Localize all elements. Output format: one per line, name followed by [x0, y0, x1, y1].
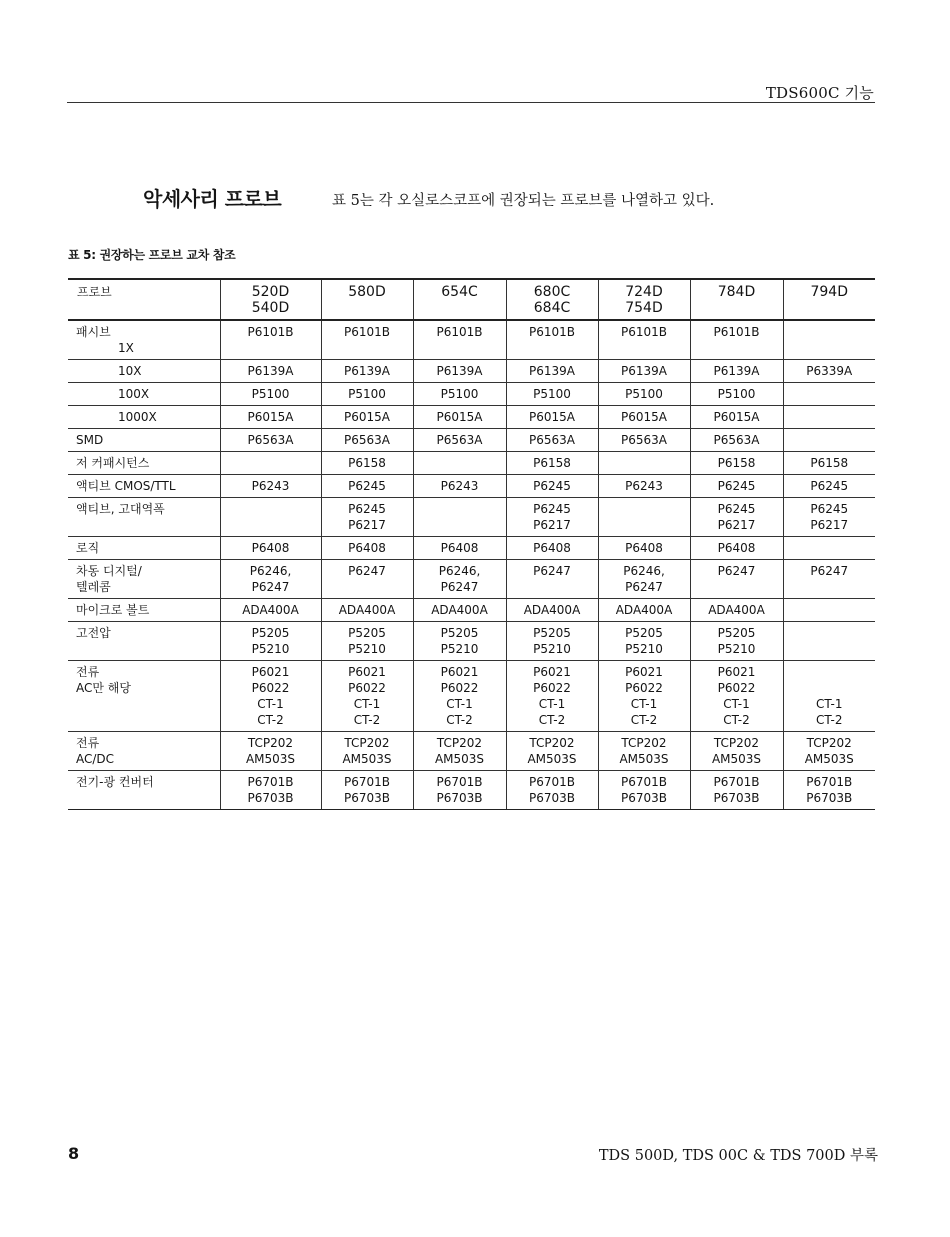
- probe-model-cell: P5205 P5210: [690, 622, 783, 661]
- probe-type-cell: [68, 560, 220, 599]
- probe-model-cell: P6408: [413, 537, 506, 560]
- probe-model-cell: P6247: [783, 560, 875, 599]
- probe-model-cell: P6101B: [690, 320, 783, 360]
- table-row: [68, 320, 875, 360]
- probe-model-cell: ADA400A: [321, 599, 413, 622]
- probe-model-cell: P6247: [690, 560, 783, 599]
- probe-type-cell: [68, 599, 220, 622]
- probe-model-cell: P6021 P6022 CT-1 CT-2: [690, 661, 783, 732]
- probe-model-cell: P6247: [321, 560, 413, 599]
- probe-model-cell: P6015A: [220, 406, 321, 429]
- probe-model-cell: TCP202 AM503S: [220, 732, 321, 771]
- probe-model-cell: P5205 P5210: [220, 622, 321, 661]
- probe-model-cell: [783, 537, 875, 560]
- probe-model-cell: [783, 622, 875, 661]
- probe-model-cell: P6408: [220, 537, 321, 560]
- probe-model-cell: P6247: [506, 560, 598, 599]
- probe-model-cell: P6701B P6703B: [413, 771, 506, 810]
- column-header-model: 724D 754D: [598, 279, 690, 320]
- probe-model-cell: P6339A: [783, 360, 875, 383]
- table-row: [68, 622, 875, 661]
- probe-model-cell: P6243: [220, 475, 321, 498]
- probe-model-cell: P6245: [506, 475, 598, 498]
- table-row: [68, 452, 875, 475]
- probe-model-cell: [783, 406, 875, 429]
- table-row: [68, 383, 875, 406]
- probe-model-cell: P6245 P6217: [783, 498, 875, 537]
- probe-model-cell: P6158: [783, 452, 875, 475]
- probe-type-cell: [68, 320, 220, 360]
- probe-model-cell: [598, 452, 690, 475]
- probe-model-cell: P6701B P6703B: [783, 771, 875, 810]
- probe-model-cell: P5100: [321, 383, 413, 406]
- probe-model-cell: P6015A: [598, 406, 690, 429]
- probe-model-cell: P6563A: [220, 429, 321, 452]
- probe-model-cell: P6021 P6022 CT-1 CT-2: [220, 661, 321, 732]
- probe-model-cell: P6015A: [413, 406, 506, 429]
- probe-model-cell: P6701B P6703B: [321, 771, 413, 810]
- probe-type-label: 전기-광 컨버터: [76, 775, 154, 789]
- column-header-model: 580D: [321, 279, 413, 320]
- probe-model-cell: P6563A: [321, 429, 413, 452]
- probe-model-cell: TCP202 AM503S: [506, 732, 598, 771]
- probe-type-label: SMD: [76, 433, 104, 447]
- probe-type-cell: [68, 498, 220, 537]
- probe-type-cell: [68, 429, 220, 452]
- probe-model-cell: P6101B: [598, 320, 690, 360]
- probe-model-cell: P5205 P5210: [413, 622, 506, 661]
- probe-model-cell: P6246, P6247: [413, 560, 506, 599]
- probe-type-cell: [68, 732, 220, 771]
- probe-type-cell: [68, 661, 220, 732]
- probe-model-cell: P6701B P6703B: [690, 771, 783, 810]
- probe-model-cell: P6246, P6247: [220, 560, 321, 599]
- probe-type-cell: [68, 771, 220, 810]
- probe-model-cell: P6021 P6022 CT-1 CT-2: [598, 661, 690, 732]
- probe-model-cell: P6101B: [413, 320, 506, 360]
- probe-model-cell: P5205 P5210: [506, 622, 598, 661]
- probe-type-cell: [68, 475, 220, 498]
- probe-model-cell: P6245: [783, 475, 875, 498]
- probe-model-cell: P6245 P6217: [321, 498, 413, 537]
- probe-model-cell: ADA400A: [598, 599, 690, 622]
- probe-model-cell: P6158: [506, 452, 598, 475]
- probe-model-cell: P6245: [690, 475, 783, 498]
- probe-model-cell: P6245: [321, 475, 413, 498]
- table-row: [68, 475, 875, 498]
- probe-model-cell: P6243: [598, 475, 690, 498]
- probe-model-cell: P5100: [506, 383, 598, 406]
- probe-model-cell: TCP202 AM503S: [783, 732, 875, 771]
- column-header-model: 794D: [783, 279, 875, 320]
- probe-type-label: 전류 AC/DC: [76, 736, 115, 766]
- probe-type-label: 패시브: [76, 325, 111, 339]
- probe-model-cell: P6015A: [506, 406, 598, 429]
- probe-model-cell: [413, 498, 506, 537]
- probe-type-label: 저 커패시턴스: [76, 456, 150, 470]
- probe-model-cell: P6139A: [690, 360, 783, 383]
- probe-model-cell: CT-1 CT-2: [783, 661, 875, 732]
- probe-model-cell: P5205 P5210: [321, 622, 413, 661]
- probe-type-cell: [68, 452, 220, 475]
- probe-model-cell: P6021 P6022 CT-1 CT-2: [321, 661, 413, 732]
- probe-model-cell: P6139A: [413, 360, 506, 383]
- table-row: [68, 498, 875, 537]
- probe-type-cell: [68, 360, 220, 383]
- probe-model-cell: P6158: [321, 452, 413, 475]
- probe-model-cell: P6139A: [321, 360, 413, 383]
- probe-model-cell: [783, 383, 875, 406]
- probe-model-cell: P6245 P6217: [506, 498, 598, 537]
- probe-model-cell: P6158: [690, 452, 783, 475]
- probe-type-label: 액티브 CMOS/TTL: [76, 479, 176, 493]
- probe-attenuation-label: 100X: [118, 387, 150, 401]
- probe-model-cell: P6408: [506, 537, 598, 560]
- probe-attenuation-label: 1000X: [118, 410, 157, 424]
- intro-paragraph: 표 5는 각 오실로스코프에 권장되는 프로브를 나열하고 있다.: [332, 193, 715, 209]
- column-header-model: 680C 684C: [506, 279, 598, 320]
- probe-model-cell: P6563A: [598, 429, 690, 452]
- probe-model-cell: ADA400A: [506, 599, 598, 622]
- probe-model-cell: P6101B: [506, 320, 598, 360]
- page-number: 8: [68, 1144, 80, 1163]
- probe-model-cell: P6408: [321, 537, 413, 560]
- probe-model-cell: [783, 599, 875, 622]
- probe-model-cell: P6408: [598, 537, 690, 560]
- probe-model-cell: P5100: [598, 383, 690, 406]
- probe-model-cell: P6563A: [690, 429, 783, 452]
- probe-model-cell: P6701B P6703B: [220, 771, 321, 810]
- probe-cross-reference-table: [68, 278, 875, 810]
- running-header: TDS600C 기능: [765, 84, 874, 102]
- probe-type-label: 고전압: [76, 626, 111, 640]
- probe-model-cell: P6139A: [598, 360, 690, 383]
- probe-model-cell: P6408: [690, 537, 783, 560]
- probe-model-cell: [220, 498, 321, 537]
- probe-model-cell: P6701B P6703B: [598, 771, 690, 810]
- probe-model-cell: [783, 429, 875, 452]
- probe-model-cell: P5100: [690, 383, 783, 406]
- section-title: 악세사리 프로브: [143, 187, 282, 211]
- probe-model-cell: TCP202 AM503S: [598, 732, 690, 771]
- probe-model-cell: P6021 P6022 CT-1 CT-2: [506, 661, 598, 732]
- table-row: [68, 771, 875, 810]
- probe-model-cell: TCP202 AM503S: [321, 732, 413, 771]
- probe-type-label: 액티브, 고대역폭: [76, 502, 165, 516]
- probe-model-cell: P6101B: [220, 320, 321, 360]
- table-row: [68, 661, 875, 732]
- probe-model-cell: P6021 P6022 CT-1 CT-2: [413, 661, 506, 732]
- probe-model-cell: [413, 452, 506, 475]
- probe-model-cell: TCP202 AM503S: [413, 732, 506, 771]
- probe-model-cell: P6701B P6703B: [506, 771, 598, 810]
- header-rule: [67, 102, 875, 103]
- probe-type-cell: [68, 406, 220, 429]
- column-header-model: 520D 540D: [220, 279, 321, 320]
- probe-model-cell: P5100: [220, 383, 321, 406]
- probe-model-cell: P5205 P5210: [598, 622, 690, 661]
- table-row: [68, 360, 875, 383]
- column-header-probe: 프로브: [68, 279, 220, 320]
- table-row: [68, 732, 875, 771]
- column-header-model: 784D: [690, 279, 783, 320]
- probe-model-cell: [783, 320, 875, 360]
- table-row: [68, 537, 875, 560]
- table-row: [68, 560, 875, 599]
- probe-type-cell: [68, 383, 220, 406]
- probe-model-cell: P6563A: [413, 429, 506, 452]
- probe-model-cell: P6139A: [506, 360, 598, 383]
- probe-model-cell: ADA400A: [690, 599, 783, 622]
- probe-type-label: 차동 디지털/ 텔레콤: [76, 564, 142, 594]
- table-row: [68, 429, 875, 452]
- column-header-model: 654C: [413, 279, 506, 320]
- table-header-row: [68, 279, 875, 320]
- probe-model-cell: P6245 P6217: [690, 498, 783, 537]
- probe-type-cell: [68, 537, 220, 560]
- probe-type-label: 전류 AC만 해당: [76, 665, 131, 695]
- probe-type-label: 로직: [76, 541, 100, 555]
- probe-type-cell: [68, 622, 220, 661]
- probe-model-cell: [598, 498, 690, 537]
- running-footer: TDS 500D, TDS 00C & TDS 700D 부록: [598, 1148, 878, 1164]
- probe-model-cell: [220, 452, 321, 475]
- probe-model-cell: P6246, P6247: [598, 560, 690, 599]
- probe-attenuation-label: 1X: [118, 341, 134, 355]
- probe-model-cell: P6563A: [506, 429, 598, 452]
- probe-type-label: 마이크로 볼트: [76, 603, 150, 617]
- table-caption: 표 5: 권장하는 프로브 교차 참조: [68, 248, 236, 262]
- table-row: [68, 406, 875, 429]
- probe-model-cell: P6101B: [321, 320, 413, 360]
- probe-model-cell: P6015A: [321, 406, 413, 429]
- probe-model-cell: TCP202 AM503S: [690, 732, 783, 771]
- table-row: [68, 599, 875, 622]
- probe-model-cell: ADA400A: [220, 599, 321, 622]
- probe-model-cell: P6139A: [220, 360, 321, 383]
- probe-model-cell: ADA400A: [413, 599, 506, 622]
- probe-model-cell: P6243: [413, 475, 506, 498]
- probe-model-cell: P6015A: [690, 406, 783, 429]
- probe-model-cell: P5100: [413, 383, 506, 406]
- probe-attenuation-label: 10X: [118, 364, 142, 378]
